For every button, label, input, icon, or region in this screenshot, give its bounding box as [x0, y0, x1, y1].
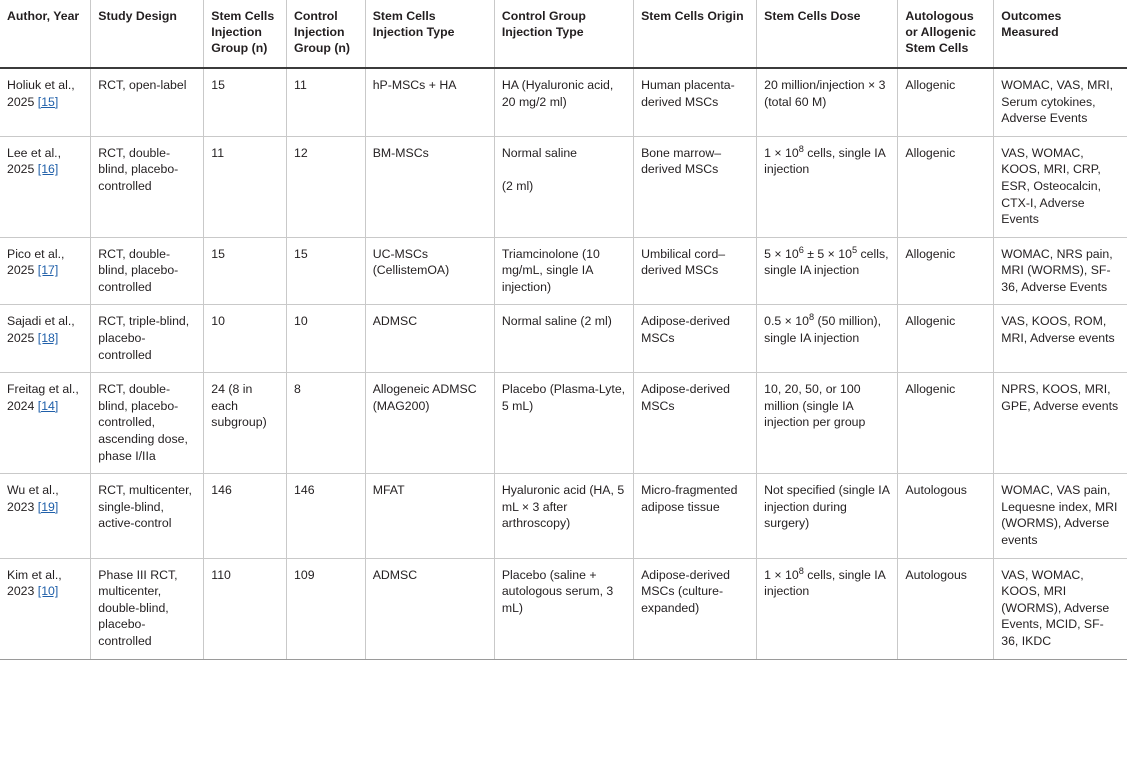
column-header-stem-cells-dose: Stem Cells Dose: [757, 0, 898, 68]
column-header-author-year: Author, Year: [0, 0, 91, 68]
cell-control-n: 15: [287, 237, 366, 305]
control-type-line2: (2 ml): [501, 178, 534, 193]
cell-stem-n: 15: [204, 68, 287, 136]
dose-exponent: 8: [808, 312, 815, 323]
cell-study-design: RCT, triple-blind, placebo-controlled: [91, 305, 204, 373]
reference-link[interactable]: [15]: [37, 94, 59, 109]
cell-dose: $5 \times 10^6 \pm 5 \times 10^5$ cells, single IA injection: [757, 237, 898, 305]
reference-link[interactable]: [10]: [37, 584, 59, 599]
cell-stem-type: BM-MSCs: [365, 136, 494, 237]
cell-stem-type: hP-MSCs + HA: [365, 68, 494, 136]
table-row: [0, 305, 1127, 373]
cell-study-design: RCT, double-blind, placebo-controlled: [91, 136, 204, 237]
table-header-row: [0, 0, 1127, 68]
cell-control-type: Normal saline (2 ml): [494, 305, 633, 373]
cell-dose: $0.5 \times 10^8$ (50 million), single IA injection: [757, 305, 898, 373]
cell-control-n: 12: [287, 136, 366, 237]
cell-author-year: [0, 373, 91, 474]
author-year-text: Freitag et al., 2024: [7, 382, 79, 413]
table-row: [0, 68, 1127, 136]
reference-link[interactable]: [16]: [37, 162, 59, 177]
dose-exponent: 8: [798, 143, 804, 154]
dose-exponent: 8: [798, 565, 804, 576]
cell-study-design: RCT, double-blind, placebo-controlled, ascending dose, phase I/IIa: [91, 373, 204, 474]
cell-stem-n: 15: [204, 237, 287, 305]
cell-author-year: [0, 305, 91, 373]
column-header-outcomes-measured: Outcomes Measured: [994, 0, 1127, 68]
column-header-autologous-or-allogenic: Autologous or Allogenic Stem Cells: [898, 0, 994, 68]
cell-origin: Human placenta-derived MSCs: [634, 68, 757, 136]
cell-outcomes: VAS, WOMAC, KOOS, MRI (WORMS), Adverse Events, MCID, SF-36, IKDC: [994, 558, 1127, 659]
cell-origin: Adipose-derived MSCs: [634, 373, 757, 474]
cell-stem-type: Allogeneic ADMSC (MAG200): [365, 373, 494, 474]
cell-study-design: RCT, double-blind, placebo-controlled: [91, 237, 204, 305]
cell-auto-allo: Allogenic: [898, 373, 994, 474]
cell-control-n: 11: [287, 68, 366, 136]
cell-stem-n: 146: [204, 474, 287, 558]
cell-dose: $1 \times 10^8$ cells, single IA injection: [757, 558, 898, 659]
cell-auto-allo: Allogenic: [898, 68, 994, 136]
table-header: [0, 0, 1127, 68]
column-header-control-group-injection-type: Control Group Injection Type: [494, 0, 633, 68]
cell-outcomes: WOMAC, VAS pain, Lequesne index, MRI (WORMS), Adverse events: [994, 474, 1127, 558]
cell-dose: Not specified (single IA injection during surgery): [757, 474, 898, 558]
column-header-study-design: Study Design: [91, 0, 204, 68]
cell-author-year: [0, 136, 91, 237]
cell-study-design: Phase III RCT, multicenter, double-blind, placebo-controlled: [91, 558, 204, 659]
cell-control-type: [494, 136, 633, 237]
reference-link[interactable]: [17]: [37, 263, 59, 278]
cell-dose: 10, 20, 50, or 100 million (single IA injection per group: [757, 373, 898, 474]
reference-link[interactable]: [19]: [37, 499, 59, 514]
cell-control-n: 10: [287, 305, 366, 373]
reference-link[interactable]: [18]: [37, 331, 59, 346]
cell-outcomes: VAS, WOMAC, KOOS, MRI, CRP, ESR, Osteocalcin, CTX-I, Adverse Events: [994, 136, 1127, 237]
cell-control-type: HA (Hyaluronic acid, 20 mg/2 ml): [494, 68, 633, 136]
cell-dose: [757, 136, 898, 237]
cell-stem-n: 11: [204, 136, 287, 237]
author-year-text: Wu et al., 2023: [7, 483, 59, 514]
cell-stem-n: 10: [204, 305, 287, 373]
cell-origin: Adipose-derived MSCs (culture-expanded): [634, 558, 757, 659]
dose-base: 1 × 10: [764, 145, 799, 160]
cell-control-type: Hyaluronic acid (HA, 5 mL × 3 after arthroscopy): [494, 474, 633, 558]
author-year-text: Lee et al., 2025: [7, 145, 62, 177]
cell-origin: Bone marrow–derived MSCs: [634, 136, 757, 237]
cell-stem-type: MFAT: [365, 474, 494, 558]
cell-author-year: [0, 68, 91, 136]
author-year-text: Kim et al., 2023: [7, 567, 62, 599]
column-header-stem-cells-injection-group-n: Stem Cells Injection Group (n): [204, 0, 287, 68]
cell-control-type: Triamcinolone (10 mg/mL, single IA injection): [494, 237, 633, 305]
column-header-control-injection-group-n: Control Injection Group (n): [287, 0, 366, 68]
cell-control-n: 146: [287, 474, 366, 558]
column-header-stem-cells-injection-type: Stem Cells Injection Type: [365, 0, 494, 68]
cell-control-n: 8: [287, 373, 366, 474]
cell-author-year: [0, 237, 91, 305]
cell-stem-n: 24 (8 in each subgroup): [204, 373, 287, 474]
cell-origin: Adipose-derived MSCs: [634, 305, 757, 373]
table-row: [0, 373, 1127, 474]
table-body: [0, 68, 1127, 659]
cell-stem-type: ADMSC: [365, 305, 494, 373]
reference-link[interactable]: [14]: [37, 398, 59, 413]
dose-exponent: 5: [851, 244, 858, 255]
table-row: [0, 474, 1127, 558]
table-row: [0, 136, 1127, 237]
author-year-text: Sajadi et al., 2025: [7, 314, 75, 346]
spacer: [502, 161, 626, 178]
cell-origin: Umbilical cord–derived MSCs: [634, 237, 757, 305]
cell-auto-allo: Autologous: [898, 558, 994, 659]
table-row: [0, 237, 1127, 305]
cell-auto-allo: Allogenic: [898, 305, 994, 373]
cell-auto-allo: Autologous: [898, 474, 994, 558]
cell-author-year: [0, 558, 91, 659]
cell-outcomes: WOMAC, NRS pain, MRI (WORMS), SF-36, Adverse Events: [994, 237, 1127, 305]
cell-study-design: RCT, multicenter, single-blind, active-control: [91, 474, 204, 558]
cell-outcomes: VAS, KOOS, ROM, MRI, Adverse events: [994, 305, 1127, 373]
table-row: [0, 558, 1127, 659]
cell-control-type: Placebo (saline + autologous serum, 3 mL): [494, 558, 633, 659]
author-year-text: Pico et al., 2025: [7, 246, 65, 278]
cell-auto-allo: Allogenic: [898, 136, 994, 237]
cell-author-year: [0, 474, 91, 558]
dose-exponent: 6: [798, 244, 804, 255]
column-header-stem-cells-origin: Stem Cells Origin: [634, 0, 757, 68]
cell-outcomes: WOMAC, VAS, MRI, Serum cytokines, Adverse Events: [994, 68, 1127, 136]
cell-outcomes: NPRS, KOOS, MRI, GPE, Adverse events: [994, 373, 1127, 474]
cell-stem-type: UC-MSCs (CellistemOA): [365, 237, 494, 305]
control-type-line1: Normal saline: [501, 145, 578, 160]
cell-origin: Micro-fragmented adipose tissue: [634, 474, 757, 558]
cell-study-design: RCT, open-label: [91, 68, 204, 136]
cell-control-n: 109: [287, 558, 366, 659]
cell-auto-allo: Allogenic: [898, 237, 994, 305]
cell-stem-type: ADMSC: [365, 558, 494, 659]
dose-rest: cells, single IA injection: [764, 145, 886, 177]
cell-control-type: Placebo (Plasma-Lyte, 5 mL): [494, 373, 633, 474]
cell-stem-n: 110: [204, 558, 287, 659]
author-year-text: Holiuk et al., 2025: [7, 77, 75, 109]
cell-dose: 20 million/injection × 3 (total 60 M): [757, 68, 898, 136]
